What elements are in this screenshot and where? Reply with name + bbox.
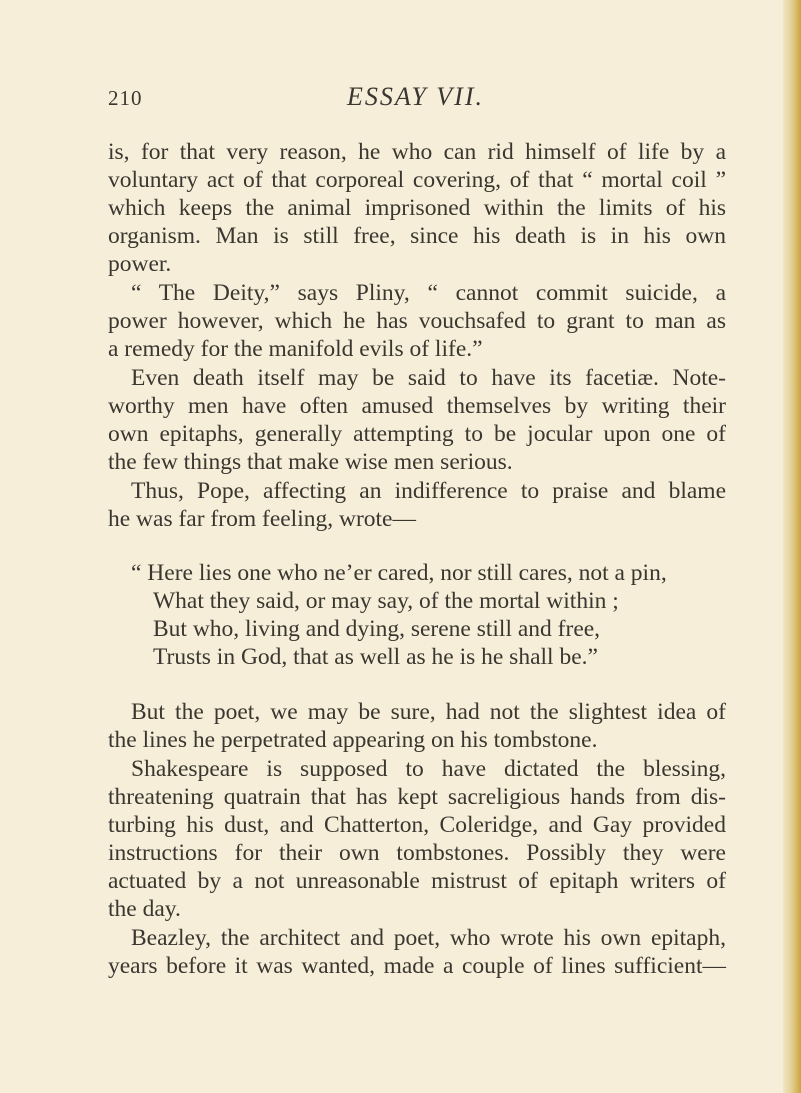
text-line: Beazley, the architect and poet, who wrote his own epitaph, bbox=[131, 925, 726, 951]
text-line: threatening quatrain that has kept sacreligious hands from dis- bbox=[108, 784, 726, 810]
text-line: the few things that make wise men serious. bbox=[108, 449, 513, 475]
text-line: organism. Man is still free, since his death is in his own bbox=[108, 223, 726, 249]
text-line: own epitaphs, generally attempting to be jocular upon one of bbox=[108, 421, 726, 447]
text-line: actuated by a not unreasonable mistrust of epitaph writers of bbox=[108, 868, 726, 894]
text-line: the lines he perpetrated appearing on his tombstone. bbox=[108, 727, 598, 753]
page-number: 210 bbox=[108, 86, 143, 110]
text-line: a remedy for the manifold evils of life.” bbox=[108, 336, 483, 362]
verse-line: What they said, or may say, of the mortal within ; bbox=[153, 588, 619, 614]
text-line: which keeps the animal imprisoned within the limits of his bbox=[108, 195, 726, 221]
text-line: But the poet, we may be sure, had not the slightest idea of bbox=[131, 699, 726, 725]
text-line: is, for that very reason, he who can rid himself of life by a bbox=[108, 139, 726, 165]
text-line: years before it was wanted, made a couple of lines sufficient— bbox=[108, 953, 726, 979]
text-line: instructions for their own tombstones. Possibly they were bbox=[108, 840, 726, 866]
text-line: Shakespeare is supposed to have dictated the blessing, bbox=[131, 756, 726, 782]
text-line: power. bbox=[108, 251, 172, 277]
text-line: voluntary act of that corporeal covering, of that “ mortal coil ” bbox=[108, 167, 726, 193]
text-line: Thus, Pope, affecting an indifference to praise and blame bbox=[131, 478, 726, 504]
running-title: ESSAY VII. bbox=[347, 82, 484, 111]
text-line: worthy men have often amused themselves by writing their bbox=[108, 393, 726, 419]
verse-line: Trusts in God, that as well as he is he shall be.” bbox=[153, 644, 598, 670]
text-line: “ The Deity,” says Pliny, “ cannot commit suicide, a bbox=[131, 280, 726, 306]
text-line: Even death itself may be said to have its facetiæ. Note- bbox=[131, 365, 726, 391]
text-line: the day. bbox=[108, 896, 181, 922]
text-line: turbing his dust, and Chatterton, Coleridge, and Gay provided bbox=[108, 812, 726, 838]
page-edge bbox=[783, 0, 801, 1093]
text-line: power however, which he has vouchsafed to grant to man as bbox=[108, 308, 726, 334]
verse-line: “ Here lies one who ne’er cared, nor still cares, not a pin, bbox=[131, 560, 667, 586]
verse-line: But who, living and dying, serene still and free, bbox=[153, 616, 601, 642]
text-line: he was far from feeling, wrote— bbox=[108, 506, 416, 532]
